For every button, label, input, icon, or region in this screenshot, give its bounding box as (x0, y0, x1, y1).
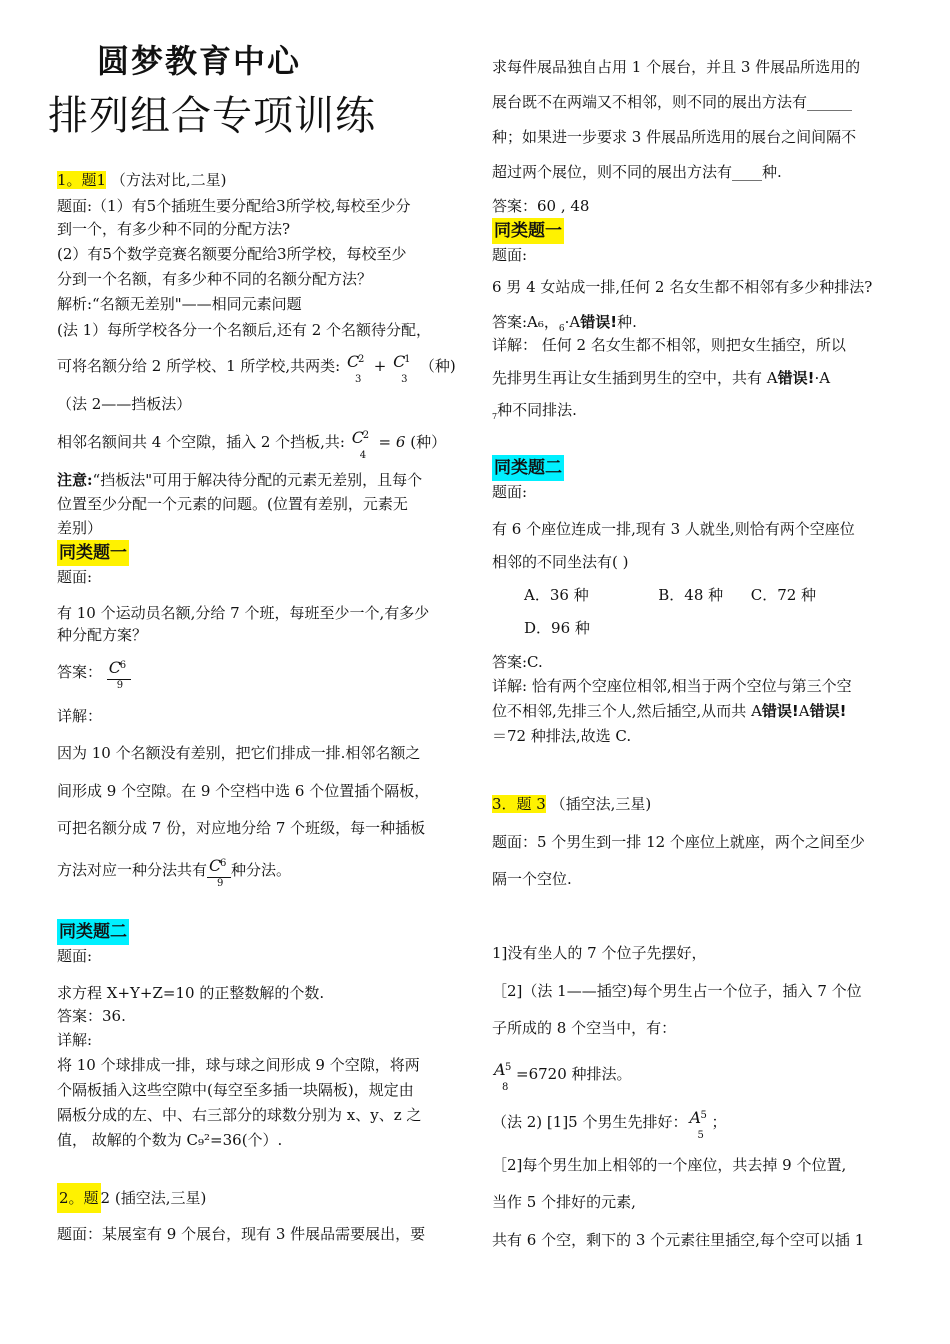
similar-2-detail-1: 将 10 个球排成一排，球与球之间形成 9 个空隙，将两 (57, 1056, 420, 1074)
detail-text: 先排男生再让女生插到男生的空中，共有 A (492, 369, 778, 387)
similar-1-line-2: 种分配方案？ (57, 626, 148, 644)
right-similar-2-detail-3: ＝72 种排法,故选 C. (492, 727, 632, 745)
arrangement-a-8-5: A 5 8 (494, 1060, 512, 1093)
similar-2-detail-label: 详解: (57, 1031, 93, 1049)
note-line-2: 位置至少分配一个元素的问题。(位置有差别，元素无 (57, 495, 408, 513)
right-similar-2-detail-2 (492, 701, 846, 721)
note-line-3: 差别） (57, 519, 103, 537)
q1-line-6: (法 1）每所学校各分一个名额后,还有 2 个名额待分配， (57, 321, 432, 339)
q1-line-2: 到一个，有多少种不同的分配方法? (57, 220, 291, 238)
q2-line-1: 题面：某展室有 9 个展台，现有 3 件展品需要展出，要 (57, 1225, 426, 1243)
q1-line-8: （法 2——挡板法） (57, 395, 192, 413)
answer-a: ·A (564, 313, 581, 331)
similar-2-detail-3: 隔板分成的左、中、右三部分的球数分别为 x、y、z 之 (57, 1106, 422, 1124)
org-title: 圆梦教育中心 (97, 42, 302, 80)
plus-sign: + (373, 357, 387, 375)
right-similar-1-line-1: 6 男 4 女站成一排,任何 2 名女生都不相邻有多少种排法? (492, 278, 873, 296)
combination-c-3-1: C 1 3 (393, 352, 411, 385)
q3-step-2: ［2]（法 1——插空)每个男生占一个位子，插入 7 个位 (492, 982, 862, 1000)
q2-cont-line-4: 超过两个展位，则不同的展出方法有____种. (492, 163, 782, 181)
answer-label: 答案： (57, 663, 103, 681)
similar-1-heading (57, 540, 129, 566)
detail-sub: 7 (492, 412, 498, 421)
note-line-1 (57, 470, 422, 490)
q1-line-9 (57, 428, 447, 461)
step-5-end: ； (711, 1113, 727, 1131)
detail-4-end: 种分法。 (231, 861, 292, 879)
right-similar-1-detail-3 (492, 400, 577, 427)
option-c: C．72 种 (750, 586, 817, 604)
q1-line-1: 题面:（1）有5个插班生要分配给3所学校,每校至少分 (57, 197, 411, 215)
similar-1-line-1: 有 10 个运动员名额,分给 7 个班，每班至少一个,有多少 (57, 604, 430, 622)
combination-c-9-6: C 6 9 (107, 658, 131, 688)
right-similar-1-detail-1: 详解： 任何 2 名女生都不相邻，则把女生插空，所以 (492, 336, 846, 354)
q3-line-2: 隔一个空位. (492, 870, 572, 888)
right-similar-2-heading (492, 455, 564, 481)
similar-1-face: 题面: (57, 568, 93, 586)
answer-unit: 种. (617, 313, 637, 331)
q3-step-1: 1]没有坐人的 7 个位子先摆好， (492, 944, 707, 962)
q3-step-3: 子所成的 8 个空当中，有： (492, 1019, 677, 1037)
q2-label: 2。题 (57, 1183, 101, 1213)
right-similar-1-heading (492, 218, 564, 244)
detail-text: 位不相邻,先排三个人,然后插空,从而共 A (492, 702, 762, 720)
q1-line-5: 解析:“名额无差别"——相同元素问题 (57, 295, 302, 313)
right-similar-1-face: 题面: (492, 246, 528, 264)
similar-2-face: 题面: (57, 947, 93, 965)
q3-heading (492, 794, 651, 814)
q1-line-7-text: 可将名额分给 2 所学校、1 所学校,共两类: (57, 357, 341, 375)
q1-label: 1。题1 (57, 171, 107, 189)
q2-cont-line-2: 展台既不在两端又不相邻，则不同的展出方法有______ (492, 93, 853, 111)
similar-1-detail-4 (57, 856, 292, 889)
option-d: D．96 种 (524, 619, 590, 637)
similar-1-answer (57, 658, 131, 691)
note-text-1: “挡板法"可用于解决待分配的元素无差别，且每个 (92, 471, 423, 489)
similar-2-detail-2: 个隔板插入这些空隙中(每空至多插一块隔板)，规定由 (57, 1081, 414, 1099)
option-b: B．48 种 (658, 586, 724, 604)
arrangement-a-5-5: A 5 5 (689, 1108, 707, 1141)
step-4-text: =6720 种排法。 (516, 1065, 632, 1083)
right-similar-2-line-1: 有 6 个座位连成一排,现有 3 人就坐,则恰有两个空座位 (492, 520, 855, 538)
page-title: 排列组合专项训练 (48, 93, 376, 139)
option-row-1 (492, 585, 816, 605)
equals-six: = 6 (378, 433, 406, 451)
q2-answer: 答案：60 , 48 (492, 197, 590, 215)
q1-tag: （方法对比,二星) (110, 171, 227, 189)
combination-c-9-6-inline: C 6 9 (207, 856, 231, 886)
q3-step-7: 当作 5 个排好的元素, (492, 1193, 636, 1211)
right-similar-1-label: 同类题一 (492, 218, 564, 244)
similar-2-line-1: 求方程 X+Y+Z=10 的正整数解的个数. (57, 984, 325, 1002)
q1-line-7-unit: （种) (419, 357, 456, 375)
right-similar-2-detail-1: 详解: 恰有两个空座位相邻,相当于两个空位与第三个空 (492, 677, 852, 695)
q3-label: 3．题 3 (492, 795, 546, 813)
similar-2-heading (57, 919, 129, 945)
right-similar-1-detail-2 (492, 368, 830, 388)
q3-line-1: 题面：5 个男生到一排 12 个座位上就座，两个之间至少 (492, 833, 865, 851)
q2-heading (57, 1188, 206, 1208)
error-text: 错误! (809, 702, 847, 720)
q1-line-9-text: 相邻名额间共 4 个空隙，插入 2 个挡板,共: (57, 433, 345, 451)
similar-1-detail-1: 因为 10 个名额没有差别，把它们排成一排.相邻名额之 (57, 744, 421, 762)
q3-step-6: ［2]每个男生加上相邻的一个座位，共去掉 9 个位置, (492, 1156, 847, 1174)
q2-tag: 2 (插空法,三星) (100, 1189, 207, 1207)
error-text: 错误! (777, 369, 815, 387)
similar-2-label: 同类题二 (57, 919, 129, 945)
right-similar-2-label: 同类题二 (492, 455, 564, 481)
error-text: 错误! (580, 313, 618, 331)
right-similar-2-answer: 答案:C. (492, 653, 543, 671)
answer-text: 答案:A₆， (492, 313, 559, 331)
note-label: 注意: (57, 471, 93, 489)
q3-step-5 (492, 1108, 727, 1141)
combination-c-3-2: C 2 3 (347, 352, 365, 385)
similar-1-detail-2: 间形成 9 个空隙。在 9 个空档中选 6 个位置插个隔板， (57, 782, 430, 800)
q3-tag: （插空法,三星) (550, 795, 652, 813)
q1-line-7 (57, 352, 456, 385)
right-similar-2-line-2: 相邻的不同坐法有( ) (492, 553, 629, 571)
q1-heading (57, 170, 227, 190)
similar-1-detail-label: 详解： (57, 707, 103, 725)
detail-a: ·A (814, 369, 831, 387)
q1-line-3: (2）有5个数学竞赛名额要分配给3所学校，每校至少 (57, 245, 407, 263)
answer-sub: 6 (558, 324, 565, 334)
combination-c-4-2: C 2 4 (351, 428, 370, 461)
q3-step-8: 共有 6 个空，剩下的 3 个元素往里插空,每个空可以插 1 (492, 1231, 865, 1249)
step-5-text: （法 2) [1]5 个男生先排好： (492, 1113, 688, 1131)
q2-cont-line-1: 求每件展品独自占用 1 个展台，并且 3 件展品所选用的 (492, 58, 861, 76)
q1-line-9-unit: (种） (410, 433, 447, 451)
similar-1-detail-3: 可把名额分成 7 份，对应地分给 7 个班级，每一种插板 (57, 819, 426, 837)
error-text: 错误! (761, 702, 799, 720)
q1-line-4: 分到一个名额，有多少种不同的名额分配方法？ (57, 270, 373, 288)
option-a: A．36 种 (524, 586, 589, 604)
similar-2-answer: 答案：36. (57, 1007, 126, 1025)
option-row-2 (492, 618, 590, 638)
right-similar-2-face: 题面: (492, 483, 528, 501)
similar-1-label: 同类题一 (57, 540, 129, 566)
q3-step-4 (492, 1060, 632, 1093)
q2-cont-line-3: 种；如果进一步要求 3 件展品所选用的展台之间间隔不 (492, 128, 857, 146)
detail-end: 种不同排法. (497, 401, 577, 419)
similar-2-detail-4: 值， 故解的个数为 C₉²=36(个）. (57, 1131, 283, 1149)
detail-4-text: 方法对应一种分法共有 (57, 861, 208, 879)
detail-a: A (798, 702, 810, 720)
